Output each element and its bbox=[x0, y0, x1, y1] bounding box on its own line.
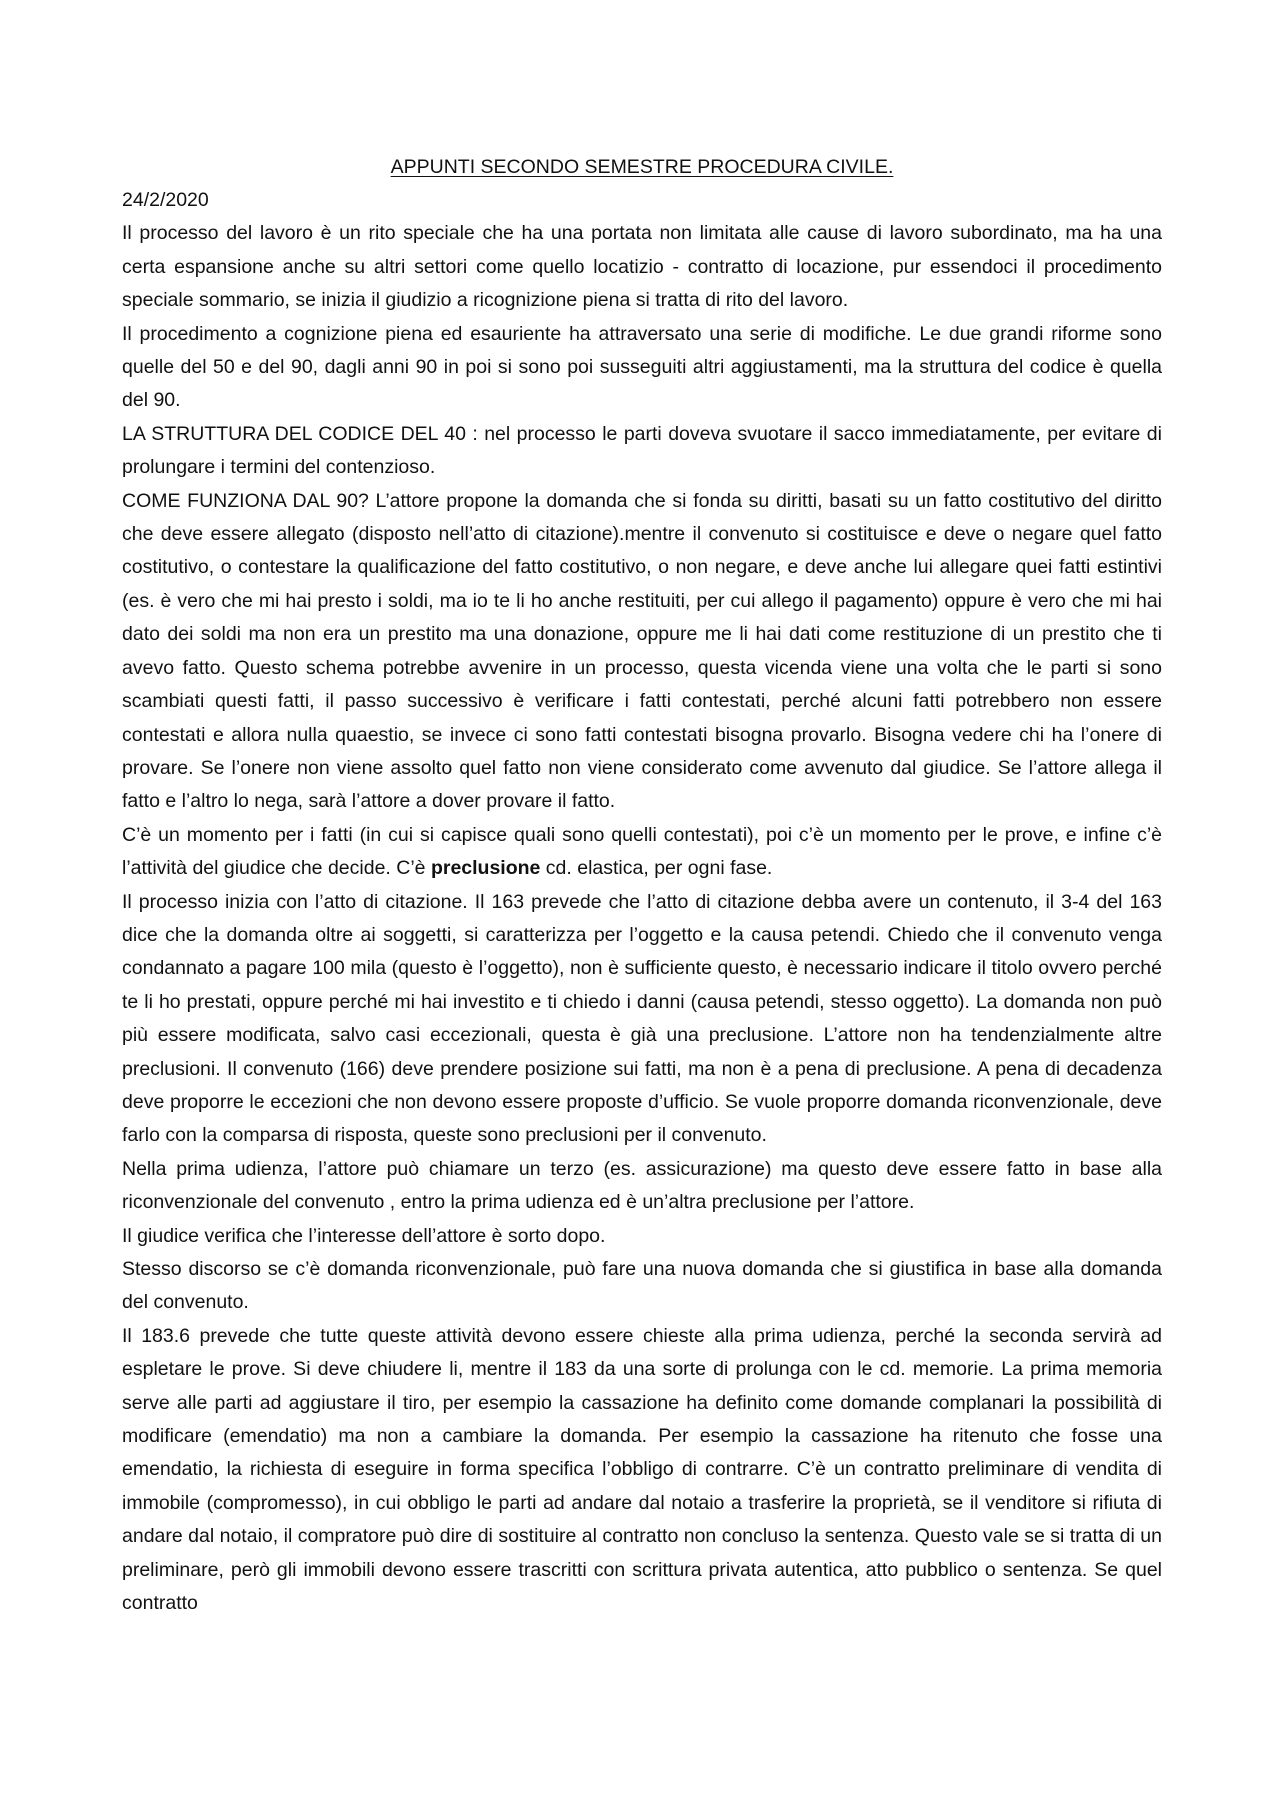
paragraph-cognizione-piena: Il procedimento a cognizione piena ed esauriente ha attraversato una serie di modifiche. Le due grandi riforme sono quelle del 50 e del 90, dagli anni 90 in poi si sono poi susseguiti altri aggiustamenti, ma la struttura del codice è quella del 90. bbox=[122, 322, 1162, 412]
document-date: 24/2/2020 bbox=[122, 189, 209, 211]
paragraph-fasi-text-after: cd. elastica, per ogni fase. bbox=[540, 857, 773, 880]
document-title: APPUNTI SECONDO SEMESTRE PROCEDURA CIVILE. bbox=[390, 156, 894, 178]
paragraph-prima-udienza: Nella prima udienza, l’attore può chiamare un terzo (es. assicurazione) ma questo deve essere fatto in base alla riconvenzionale del convenuto , entro la prima udienza ed è un’altra preclusione per l’attore. bbox=[122, 1157, 1162, 1214]
paragraph-fasi-text-before: C’è un momento per i fatti (in cui si capisce quali sono quelli contestati), poi c’è un momento per le prove, e infine c’è l’attività del giudice che decide. C’è bbox=[122, 823, 1162, 880]
paragraph-giudice-verifica: Il giudice verifica che l’interesse dell’attore è sorto dopo. bbox=[122, 1224, 606, 1247]
paragraph-come-funziona-90: COME FUNZIONA DAL 90? L’attore propone la domanda che si fonda su diritti, basati su un fatto costitutivo del diritto che deve essere allegato (disposto nell’atto di citazione).mentre il convenuto si costituisce e deve o negare quel fatto costitutivo, o contestare la qualificazione del fatto costitutivo, o non negare, e deve anche lui allegare quei fatti estintivi (es. è vero che mi hai presto i soldi, ma io te li ho anche restituiti, per cui allego il pagamento) oppure è vero che mi hai dato dei soldi ma non era un prestito ma una donazione, oppure me li hai dati come restituzione di un prestito che ti avevo fatto. Questo schema potrebbe avvenire in un processo, questa vicenda viene una volta che le parti si sono scambiati questi fatti, il passo successivo è verificare i fatti contestati, perché alcuni fatti potrebbero non essere contestati e allora nulla quaestio, se invece ci sono fatti contestati bisogna provarlo. Bisogna vedere chi ha l’onere di provare. Se l’onere non viene assolto quel fatto non viene considerato come avvenuto dal giudice. Se l’attore allega il fatto e l’altro lo nega, sarà l’attore a dover provare il fatto. bbox=[122, 489, 1162, 813]
paragraph-183-memorie: Il 183.6 prevede che tutte queste attività devono essere chieste alla prima udienza, perché la seconda servirà ad espletare le prove. Si deve chiudere li, mentre il 183 da una sorte di prolunga con le cd. memorie. La prima memoria serve alle parti ad aggiustare il tiro, per esempio la cassazione ha definito come domande complanari la possibilità di modificare (emendatio) ma non a cambiare la domanda. Per esempio la cassazione ha ritenuto che fosse una emendatio, la richiesta di eseguire in forma specifica l’obbligo di contrarre. C’è un contratto preliminare di vendita di immobile (compromesso), in cui obbligo le parti ad andare dal notaio a trasferire la proprietà, se il venditore si rifiuta di andare dal notaio, il compratore può dire di sostituire al contratto non concluso la sentenza. Questo vale se si tratta di un preliminare, però gli immobili devono essere trascritti con scrittura privata autentica, atto pubblico o sentenza. Se quel contratto bbox=[122, 1324, 1162, 1615]
paragraph-struttura-codice-40: LA STRUTTURA DEL CODICE DEL 40 : nel processo le parti doveva svuotare il sacco immediatamente, per evitare di prolungare i termini del contenzioso. bbox=[122, 422, 1162, 479]
paragraph-domanda-riconvenzionale: Stesso discorso se c’è domanda riconvenzionale, può fare una nuova domanda che si giustifica in base alla domanda del convenuto. bbox=[122, 1258, 1162, 1314]
paragraph-processo-lavoro: Il processo del lavoro è un rito speciale che ha una portata non limitata alle cause di lavoro subordinato, ma ha una certa espansione anche su altri settori come quello locatizio - contratto di locazione, pur essendoci il procedimento speciale sommario, se inizia il giudizio a ricognizione piena si tratta di rito del lavoro. bbox=[122, 222, 1162, 312]
paragraph-atto-citazione: Il processo inizia con l’atto di citazione. Il 163 prevede che l’atto di citazione debba avere un contenuto, il 3-4 del 163 dice che la domanda oltre ai soggetti, si caratterizza per l’oggetto e la causa petendi. Chiedo che il convenuto venga condannato a pagare 100 mila (questo è l’oggetto), non è sufficiente questo, è necessario indicare il titolo ovvero perché te li ho prestati, oppure perché mi hai investito e ti chiedo i danni (causa petendi, stesso oggetto). La domanda non può più essere modificata, salvo casi eccezionali, questa è già una preclusione. L’attore non ha tendenzialmente altre preclusioni. Il convenuto (166) deve prendere posizione sui fatti, ma non è a pena di preclusione. A pena di decadenza deve proporre le eccezioni che non devono essere proposte d’ufficio. Se vuole proporre domanda riconvenzionale, deve farlo con la comparsa di risposta, queste sono preclusioni per il convenuto. bbox=[122, 890, 1162, 1147]
preclusione-bold-term: preclusione bbox=[430, 857, 541, 880]
paragraph-fasi-preclusione bbox=[122, 819, 1162, 886]
document-page bbox=[122, 150, 1162, 1620]
